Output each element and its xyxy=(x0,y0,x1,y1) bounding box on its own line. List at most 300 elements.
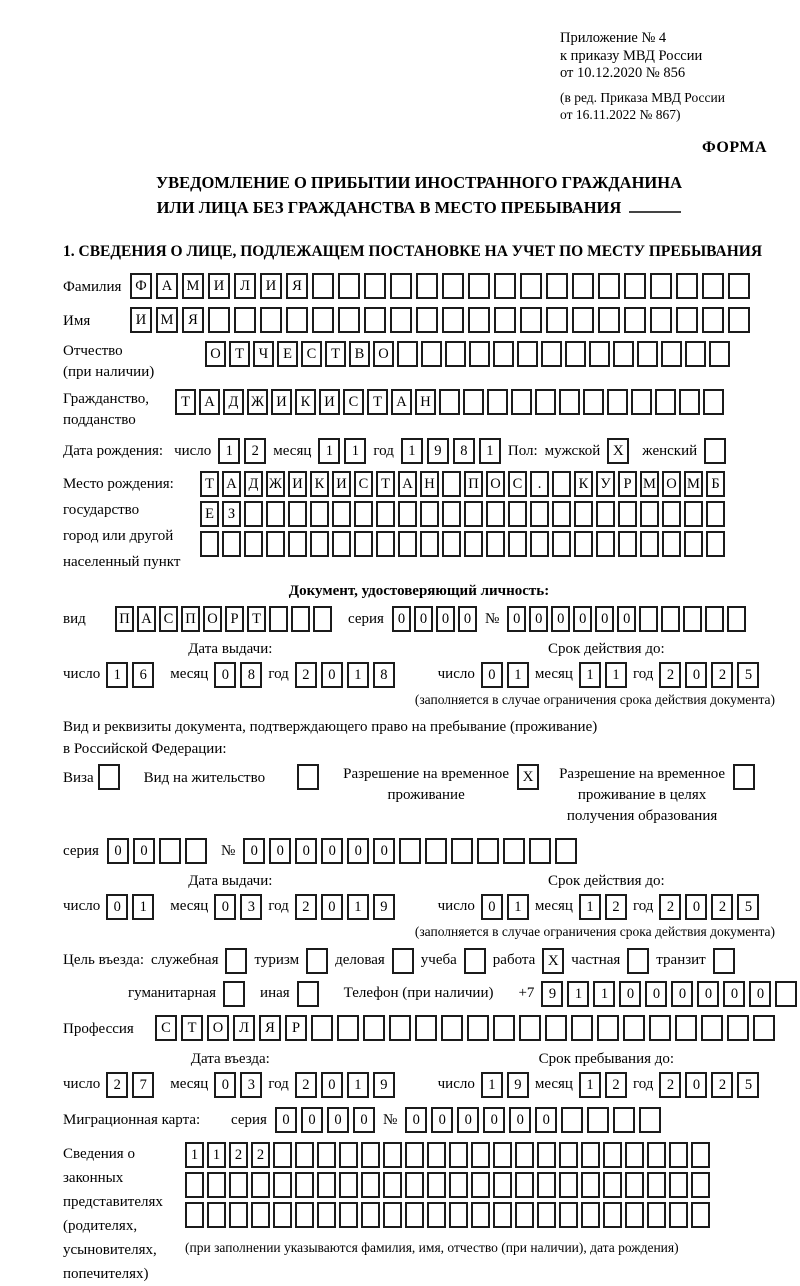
char-cell[interactable] xyxy=(613,341,634,367)
char-cell[interactable]: И xyxy=(319,389,340,415)
char-cell[interactable] xyxy=(537,1142,556,1168)
char-cell[interactable] xyxy=(207,1172,226,1198)
char-cell[interactable] xyxy=(487,389,508,415)
visa-checkbox[interactable] xyxy=(98,764,120,790)
char-cell[interactable]: К xyxy=(310,471,329,497)
char-cell[interactable] xyxy=(662,501,681,527)
char-cell[interactable] xyxy=(675,1015,697,1041)
char-cell[interactable] xyxy=(244,501,263,527)
char-cell[interactable] xyxy=(753,1015,775,1041)
char-cell[interactable]: М xyxy=(182,273,204,299)
char-cell[interactable] xyxy=(618,501,637,527)
char-cell[interactable]: 0 xyxy=(431,1107,453,1133)
char-cell[interactable] xyxy=(427,1142,446,1168)
char-cell[interactable] xyxy=(561,1107,583,1133)
char-cell[interactable] xyxy=(338,273,360,299)
char-cell[interactable]: О xyxy=(203,606,222,632)
char-cell[interactable]: 1 xyxy=(579,1072,601,1098)
char-cell[interactable]: 9 xyxy=(427,438,449,464)
char-cell[interactable]: П xyxy=(115,606,134,632)
char-cell[interactable]: П xyxy=(181,606,200,632)
char-cell[interactable]: 0 xyxy=(458,606,477,632)
char-cell[interactable] xyxy=(565,341,586,367)
char-cell[interactable] xyxy=(416,307,438,333)
char-cell[interactable] xyxy=(266,501,285,527)
char-cell[interactable] xyxy=(684,501,703,527)
char-cell[interactable] xyxy=(295,1202,314,1228)
char-cell[interactable] xyxy=(441,1015,463,1041)
char-cell[interactable]: А xyxy=(391,389,412,415)
char-cell[interactable]: И xyxy=(288,471,307,497)
char-cell[interactable]: 1 xyxy=(318,438,340,464)
char-cell[interactable] xyxy=(559,389,580,415)
char-cell[interactable]: 0 xyxy=(214,662,236,688)
char-cell[interactable] xyxy=(449,1172,468,1198)
char-cell[interactable] xyxy=(701,1015,723,1041)
char-cell[interactable]: 0 xyxy=(483,1107,505,1133)
char-cell[interactable]: 0 xyxy=(481,662,503,688)
char-cell[interactable] xyxy=(363,1015,385,1041)
char-cell[interactable] xyxy=(583,389,604,415)
char-cell[interactable] xyxy=(390,273,412,299)
char-cell[interactable] xyxy=(420,501,439,527)
char-cell[interactable] xyxy=(383,1172,402,1198)
char-cell[interactable]: 0 xyxy=(295,838,317,864)
char-cell[interactable] xyxy=(361,1172,380,1198)
char-cell[interactable] xyxy=(530,531,549,557)
char-cell[interactable] xyxy=(339,1172,358,1198)
char-cell[interactable]: 2 xyxy=(711,894,733,920)
char-cell[interactable]: Я xyxy=(286,273,308,299)
char-cell[interactable] xyxy=(706,501,725,527)
char-cell[interactable] xyxy=(519,1015,541,1041)
char-cell[interactable] xyxy=(625,1202,644,1228)
char-cell[interactable]: И xyxy=(208,273,230,299)
char-cell[interactable]: Р xyxy=(285,1015,307,1041)
char-cell[interactable]: 1 xyxy=(347,1072,369,1098)
char-cell[interactable]: И xyxy=(130,307,152,333)
char-cell[interactable]: М xyxy=(156,307,178,333)
temp-residence-education-checkbox[interactable] xyxy=(733,764,755,790)
char-cell[interactable]: 0 xyxy=(405,1107,427,1133)
char-cell[interactable] xyxy=(649,1015,671,1041)
char-cell[interactable] xyxy=(625,1142,644,1168)
char-cell[interactable] xyxy=(451,838,473,864)
char-cell[interactable]: 0 xyxy=(321,838,343,864)
char-cell[interactable]: 0 xyxy=(573,606,592,632)
char-cell[interactable] xyxy=(572,273,594,299)
char-cell[interactable] xyxy=(581,1172,600,1198)
char-cell[interactable]: Т xyxy=(367,389,388,415)
char-cell[interactable]: 0 xyxy=(321,662,343,688)
char-cell[interactable]: 2 xyxy=(295,662,317,688)
char-cell[interactable] xyxy=(273,1172,292,1198)
char-cell[interactable] xyxy=(449,1202,468,1228)
char-cell[interactable]: Л xyxy=(233,1015,255,1041)
char-cell[interactable] xyxy=(493,1172,512,1198)
char-cell[interactable]: Н xyxy=(415,389,436,415)
char-cell[interactable]: Е xyxy=(200,501,219,527)
char-cell[interactable]: О xyxy=(486,471,505,497)
char-cell[interactable]: 1 xyxy=(567,981,589,1007)
char-cell[interactable] xyxy=(691,1142,710,1168)
char-cell[interactable] xyxy=(603,1202,622,1228)
char-cell[interactable] xyxy=(207,1202,226,1228)
char-cell[interactable]: О xyxy=(205,341,226,367)
char-cell[interactable] xyxy=(589,341,610,367)
char-cell[interactable]: Т xyxy=(325,341,346,367)
char-cell[interactable] xyxy=(571,1015,593,1041)
char-cell[interactable]: Я xyxy=(182,307,204,333)
char-cell[interactable]: 1 xyxy=(593,981,615,1007)
char-cell[interactable] xyxy=(332,501,351,527)
char-cell[interactable]: 0 xyxy=(269,838,291,864)
char-cell[interactable] xyxy=(269,606,288,632)
char-cell[interactable] xyxy=(445,341,466,367)
char-cell[interactable]: С xyxy=(354,471,373,497)
char-cell[interactable] xyxy=(251,1172,270,1198)
char-cell[interactable] xyxy=(416,273,438,299)
char-cell[interactable]: 1 xyxy=(218,438,240,464)
char-cell[interactable]: 2 xyxy=(659,1072,681,1098)
char-cell[interactable] xyxy=(273,1142,292,1168)
char-cell[interactable] xyxy=(520,307,542,333)
char-cell[interactable] xyxy=(530,501,549,527)
char-cell[interactable] xyxy=(598,273,620,299)
char-cell[interactable]: 0 xyxy=(353,1107,375,1133)
purpose-study-checkbox[interactable] xyxy=(464,948,486,974)
char-cell[interactable]: М xyxy=(640,471,659,497)
char-cell[interactable]: 0 xyxy=(507,606,526,632)
char-cell[interactable] xyxy=(467,1015,489,1041)
char-cell[interactable]: 0 xyxy=(392,606,411,632)
char-cell[interactable]: К xyxy=(574,471,593,497)
char-cell[interactable]: 0 xyxy=(321,894,343,920)
char-cell[interactable] xyxy=(463,389,484,415)
char-cell[interactable] xyxy=(442,471,461,497)
temp-residence-checkbox[interactable]: X xyxy=(517,764,539,790)
char-cell[interactable] xyxy=(317,1202,336,1228)
char-cell[interactable] xyxy=(669,1172,688,1198)
char-cell[interactable] xyxy=(185,1202,204,1228)
char-cell[interactable]: 2 xyxy=(244,438,266,464)
char-cell[interactable] xyxy=(222,531,241,557)
char-cell[interactable]: 1 xyxy=(207,1142,226,1168)
char-cell[interactable] xyxy=(415,1015,437,1041)
char-cell[interactable] xyxy=(317,1142,336,1168)
char-cell[interactable] xyxy=(639,606,658,632)
char-cell[interactable]: О xyxy=(662,471,681,497)
char-cell[interactable] xyxy=(260,307,282,333)
char-cell[interactable] xyxy=(679,389,700,415)
char-cell[interactable] xyxy=(339,1142,358,1168)
char-cell[interactable] xyxy=(727,1015,749,1041)
char-cell[interactable] xyxy=(471,1202,490,1228)
char-cell[interactable] xyxy=(503,838,525,864)
char-cell[interactable] xyxy=(421,341,442,367)
char-cell[interactable]: К xyxy=(295,389,316,415)
char-cell[interactable]: С xyxy=(159,606,178,632)
char-cell[interactable] xyxy=(661,341,682,367)
char-cell[interactable]: 9 xyxy=(541,981,563,1007)
char-cell[interactable]: Т xyxy=(229,341,250,367)
char-cell[interactable]: У xyxy=(596,471,615,497)
char-cell[interactable] xyxy=(541,341,562,367)
char-cell[interactable] xyxy=(229,1172,248,1198)
char-cell[interactable] xyxy=(442,307,464,333)
char-cell[interactable] xyxy=(624,273,646,299)
char-cell[interactable] xyxy=(727,606,746,632)
char-cell[interactable]: О xyxy=(373,341,394,367)
char-cell[interactable]: С xyxy=(343,389,364,415)
char-cell[interactable]: Д xyxy=(244,471,263,497)
char-cell[interactable]: 9 xyxy=(373,894,395,920)
char-cell[interactable] xyxy=(552,501,571,527)
char-cell[interactable] xyxy=(640,531,659,557)
char-cell[interactable]: 0 xyxy=(645,981,667,1007)
char-cell[interactable] xyxy=(397,341,418,367)
char-cell[interactable] xyxy=(486,531,505,557)
char-cell[interactable] xyxy=(361,1142,380,1168)
char-cell[interactable] xyxy=(705,606,724,632)
char-cell[interactable]: Ж xyxy=(247,389,268,415)
char-cell[interactable]: 8 xyxy=(373,662,395,688)
char-cell[interactable] xyxy=(493,1142,512,1168)
char-cell[interactable]: 3 xyxy=(240,894,262,920)
char-cell[interactable]: 0 xyxy=(595,606,614,632)
char-cell[interactable]: О xyxy=(207,1015,229,1041)
char-cell[interactable] xyxy=(552,471,571,497)
char-cell[interactable]: 2 xyxy=(605,1072,627,1098)
char-cell[interactable]: 1 xyxy=(347,662,369,688)
char-cell[interactable]: З xyxy=(222,501,241,527)
char-cell[interactable]: 6 xyxy=(132,662,154,688)
char-cell[interactable] xyxy=(623,1015,645,1041)
char-cell[interactable] xyxy=(598,307,620,333)
char-cell[interactable] xyxy=(364,307,386,333)
char-cell[interactable]: Е xyxy=(277,341,298,367)
char-cell[interactable] xyxy=(596,501,615,527)
char-cell[interactable]: 0 xyxy=(619,981,641,1007)
char-cell[interactable] xyxy=(572,307,594,333)
char-cell[interactable] xyxy=(376,501,395,527)
char-cell[interactable]: 0 xyxy=(301,1107,323,1133)
char-cell[interactable] xyxy=(273,1202,292,1228)
char-cell[interactable] xyxy=(390,307,412,333)
char-cell[interactable] xyxy=(618,531,637,557)
char-cell[interactable] xyxy=(637,341,658,367)
char-cell[interactable] xyxy=(398,501,417,527)
char-cell[interactable]: 1 xyxy=(507,894,529,920)
char-cell[interactable]: А xyxy=(398,471,417,497)
char-cell[interactable] xyxy=(603,1172,622,1198)
char-cell[interactable]: 0 xyxy=(529,606,548,632)
char-cell[interactable] xyxy=(427,1172,446,1198)
male-checkbox[interactable]: X xyxy=(607,438,629,464)
char-cell[interactable] xyxy=(471,1142,490,1168)
char-cell[interactable] xyxy=(471,1172,490,1198)
residence-permit-checkbox[interactable] xyxy=(297,764,319,790)
char-cell[interactable] xyxy=(337,1015,359,1041)
char-cell[interactable] xyxy=(286,307,308,333)
char-cell[interactable] xyxy=(639,1107,661,1133)
char-cell[interactable]: 8 xyxy=(240,662,262,688)
char-cell[interactable] xyxy=(295,1142,314,1168)
purpose-transit-checkbox[interactable] xyxy=(713,948,735,974)
char-cell[interactable] xyxy=(669,1202,688,1228)
char-cell[interactable] xyxy=(339,1202,358,1228)
char-cell[interactable] xyxy=(684,531,703,557)
char-cell[interactable] xyxy=(655,389,676,415)
char-cell[interactable] xyxy=(493,1015,515,1041)
char-cell[interactable] xyxy=(376,531,395,557)
char-cell[interactable] xyxy=(625,1172,644,1198)
char-cell[interactable]: Я xyxy=(259,1015,281,1041)
char-cell[interactable] xyxy=(546,273,568,299)
char-cell[interactable] xyxy=(596,531,615,557)
char-cell[interactable] xyxy=(613,1107,635,1133)
char-cell[interactable]: 0 xyxy=(373,838,395,864)
char-cell[interactable] xyxy=(703,389,724,415)
char-cell[interactable] xyxy=(398,531,417,557)
char-cell[interactable] xyxy=(354,531,373,557)
char-cell[interactable]: 1 xyxy=(106,662,128,688)
char-cell[interactable]: 0 xyxy=(685,662,707,688)
char-cell[interactable]: 5 xyxy=(737,894,759,920)
char-cell[interactable]: Ж xyxy=(266,471,285,497)
female-checkbox[interactable] xyxy=(704,438,726,464)
char-cell[interactable]: 0 xyxy=(685,894,707,920)
char-cell[interactable] xyxy=(574,501,593,527)
char-cell[interactable]: С xyxy=(301,341,322,367)
char-cell[interactable]: 9 xyxy=(373,1072,395,1098)
char-cell[interactable] xyxy=(702,307,724,333)
char-cell[interactable] xyxy=(234,307,256,333)
char-cell[interactable] xyxy=(486,501,505,527)
char-cell[interactable]: 1 xyxy=(507,662,529,688)
char-cell[interactable] xyxy=(288,501,307,527)
char-cell[interactable] xyxy=(559,1142,578,1168)
char-cell[interactable] xyxy=(468,307,490,333)
char-cell[interactable] xyxy=(313,606,332,632)
char-cell[interactable]: 0 xyxy=(671,981,693,1007)
char-cell[interactable]: 0 xyxy=(214,1072,236,1098)
char-cell[interactable]: 0 xyxy=(535,1107,557,1133)
char-cell[interactable] xyxy=(728,307,750,333)
char-cell[interactable] xyxy=(364,273,386,299)
char-cell[interactable] xyxy=(439,389,460,415)
char-cell[interactable]: А xyxy=(137,606,156,632)
char-cell[interactable] xyxy=(574,531,593,557)
char-cell[interactable] xyxy=(229,1202,248,1228)
char-cell[interactable]: Т xyxy=(181,1015,203,1041)
char-cell[interactable] xyxy=(493,341,514,367)
char-cell[interactable] xyxy=(159,838,181,864)
char-cell[interactable]: 0 xyxy=(107,838,129,864)
char-cell[interactable]: 2 xyxy=(605,894,627,920)
char-cell[interactable]: 0 xyxy=(133,838,155,864)
char-cell[interactable] xyxy=(251,1202,270,1228)
char-cell[interactable] xyxy=(685,341,706,367)
char-cell[interactable]: В xyxy=(349,341,370,367)
char-cell[interactable]: С xyxy=(508,471,527,497)
char-cell[interactable] xyxy=(244,531,263,557)
char-cell[interactable]: Т xyxy=(200,471,219,497)
char-cell[interactable]: И xyxy=(332,471,351,497)
char-cell[interactable] xyxy=(449,1142,468,1168)
char-cell[interactable]: 2 xyxy=(711,662,733,688)
char-cell[interactable] xyxy=(631,389,652,415)
char-cell[interactable] xyxy=(291,606,310,632)
char-cell[interactable] xyxy=(529,838,551,864)
char-cell[interactable]: Н xyxy=(420,471,439,497)
char-cell[interactable] xyxy=(464,531,483,557)
char-cell[interactable] xyxy=(691,1202,710,1228)
char-cell[interactable]: 2 xyxy=(295,1072,317,1098)
char-cell[interactable] xyxy=(587,1107,609,1133)
char-cell[interactable] xyxy=(420,531,439,557)
char-cell[interactable]: Ф xyxy=(130,273,152,299)
char-cell[interactable]: 0 xyxy=(214,894,236,920)
char-cell[interactable]: 1 xyxy=(479,438,501,464)
char-cell[interactable]: 0 xyxy=(327,1107,349,1133)
char-cell[interactable]: 0 xyxy=(457,1107,479,1133)
char-cell[interactable]: Т xyxy=(376,471,395,497)
char-cell[interactable] xyxy=(775,981,797,1007)
char-cell[interactable] xyxy=(706,531,725,557)
char-cell[interactable]: 2 xyxy=(711,1072,733,1098)
purpose-private-checkbox[interactable] xyxy=(627,948,649,974)
char-cell[interactable] xyxy=(624,307,646,333)
char-cell[interactable]: 8 xyxy=(453,438,475,464)
char-cell[interactable] xyxy=(389,1015,411,1041)
char-cell[interactable] xyxy=(661,606,680,632)
char-cell[interactable]: 0 xyxy=(723,981,745,1007)
char-cell[interactable]: А xyxy=(199,389,220,415)
char-cell[interactable] xyxy=(537,1172,556,1198)
char-cell[interactable]: 2 xyxy=(659,662,681,688)
char-cell[interactable]: 0 xyxy=(509,1107,531,1133)
char-cell[interactable]: 0 xyxy=(685,1072,707,1098)
char-cell[interactable] xyxy=(555,838,577,864)
char-cell[interactable] xyxy=(494,273,516,299)
char-cell[interactable] xyxy=(515,1172,534,1198)
purpose-humanitarian-checkbox[interactable] xyxy=(223,981,245,1007)
char-cell[interactable] xyxy=(317,1172,336,1198)
char-cell[interactable] xyxy=(185,1172,204,1198)
char-cell[interactable]: 2 xyxy=(295,894,317,920)
char-cell[interactable] xyxy=(399,838,421,864)
char-cell[interactable] xyxy=(709,341,730,367)
char-cell[interactable]: Д xyxy=(223,389,244,415)
char-cell[interactable] xyxy=(662,531,681,557)
char-cell[interactable] xyxy=(208,307,230,333)
char-cell[interactable] xyxy=(520,273,542,299)
char-cell[interactable]: 0 xyxy=(697,981,719,1007)
char-cell[interactable] xyxy=(607,389,628,415)
char-cell[interactable] xyxy=(597,1015,619,1041)
char-cell[interactable]: 1 xyxy=(579,894,601,920)
char-cell[interactable] xyxy=(546,307,568,333)
char-cell[interactable] xyxy=(650,273,672,299)
char-cell[interactable]: И xyxy=(271,389,292,415)
char-cell[interactable]: Р xyxy=(225,606,244,632)
char-cell[interactable] xyxy=(405,1172,424,1198)
char-cell[interactable]: 0 xyxy=(275,1107,297,1133)
char-cell[interactable] xyxy=(508,531,527,557)
char-cell[interactable] xyxy=(295,1172,314,1198)
char-cell[interactable]: 1 xyxy=(481,1072,503,1098)
